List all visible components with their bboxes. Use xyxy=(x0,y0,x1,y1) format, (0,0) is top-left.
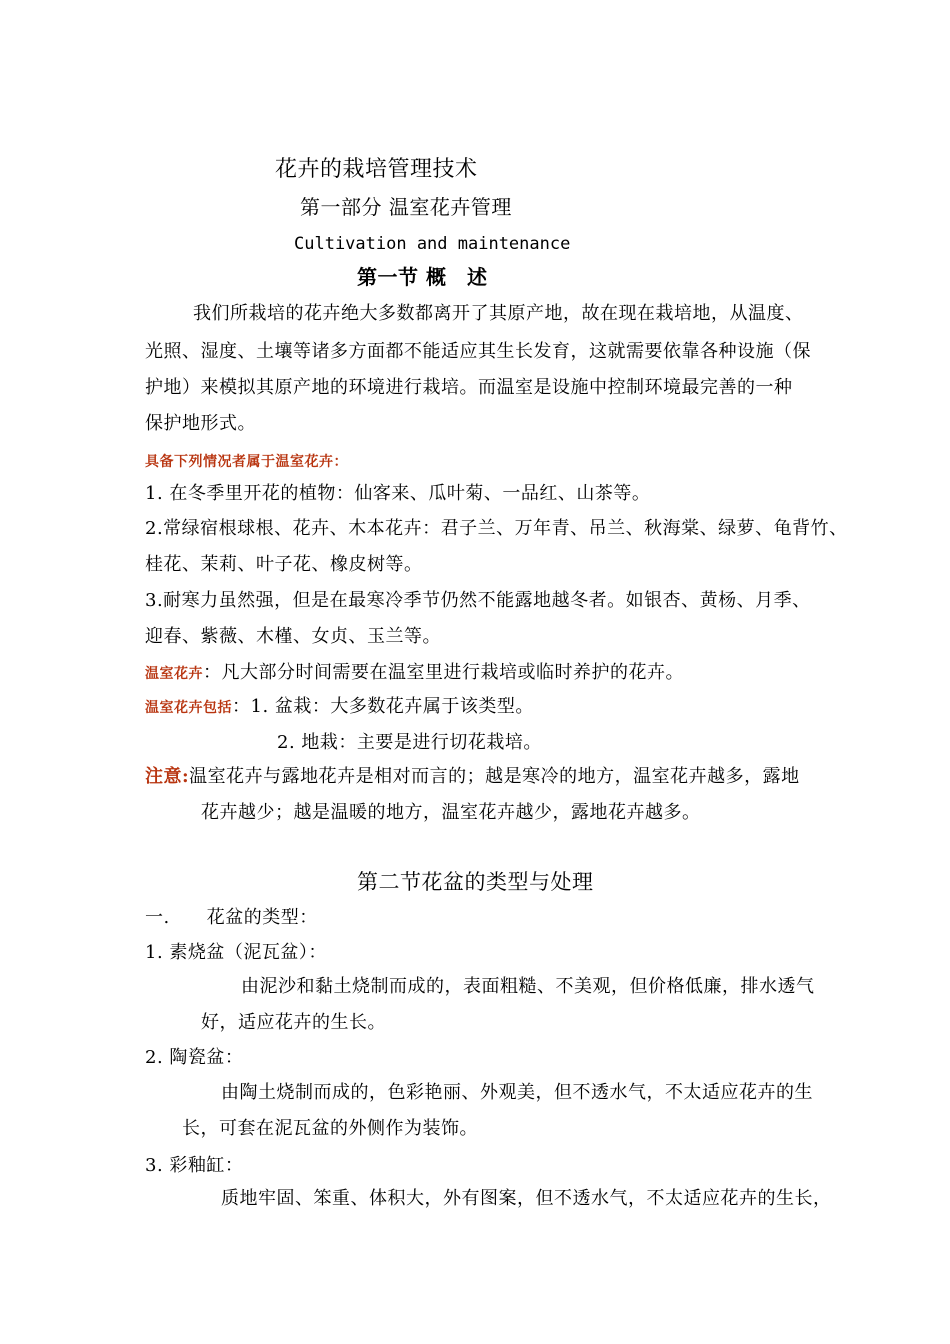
section1-heading: 第一节 概 述 xyxy=(357,265,488,289)
definition-label: 温室花卉 xyxy=(145,666,203,682)
criteria-item: 桂花、茉莉、叶子花、橡皮树等。 xyxy=(145,554,423,575)
document-title: 花卉的栽培管理技术 xyxy=(275,157,478,182)
definition-line xyxy=(145,661,684,686)
section2-heading: 第二节花盆的类型与处理 xyxy=(357,870,594,894)
pot-type-title: 2. 陶瓷盆： xyxy=(145,1047,244,1068)
pot-type-desc: 由陶土烧制而成的，色彩艳丽、外观美，但不透水气，不太适应花卉的生 xyxy=(221,1082,813,1103)
note-line xyxy=(145,765,800,789)
english-subtitle: Cultivation and maintenance xyxy=(294,234,571,254)
note-text-1: 温室花卉与露地花卉是相对而言的；越是寒冷的地方，温室花卉越多，露地 xyxy=(189,766,800,787)
includes-line xyxy=(145,695,534,720)
intro-line: 光照、湿度、土壤等诸多方面都不能适应其生长发育，这就需要依靠各种设施（保 xyxy=(145,341,811,362)
criteria-item: 迎春、紫薇、木槿、女贞、玉兰等。 xyxy=(145,626,441,647)
includes-item-1: ：1. 盆栽：大多数花卉属于该类型。 xyxy=(232,696,534,717)
definition-text: ：凡大部分时间需要在温室里进行栽培或临时养护的花卉。 xyxy=(203,662,684,683)
note-text-2: 花卉越少；越是温暖的地方，温室花卉越少，露地花卉越多。 xyxy=(201,802,701,823)
criteria-item: 3.耐寒力虽然强，但是在最寒冷季节仍然不能露地越冬者。如银杏、黄杨、月季、 xyxy=(145,590,811,611)
note-label: 注意: xyxy=(145,766,190,787)
includes-label: 温室花卉包括 xyxy=(145,700,232,716)
pot-type-title: 3. 彩釉缸： xyxy=(145,1155,244,1176)
pot-type-desc: 由泥沙和黏土烧制而成的，表面粗糙、不美观，但价格低廉，排水透气 xyxy=(241,976,815,997)
intro-line: 保护地形式。 xyxy=(145,413,256,434)
includes-item-2: 2. 地栽：主要是进行切花栽培。 xyxy=(277,732,542,753)
pot-type-desc: 质地牢固、笨重、体积大，外有图案，但不透水气，不太适应花卉的生长， xyxy=(221,1188,832,1209)
pot-type-desc: 长，可套在泥瓦盆的外侧作为装饰。 xyxy=(182,1118,478,1139)
pot-types-heading: 一. 花盆的类型： xyxy=(145,907,318,928)
intro-line: 护地）来模拟其原产地的环境进行栽培。而温室是设施中控制环境最完善的一种 xyxy=(145,377,793,398)
criteria-item: 2.常绿宿根球根、花卉、木本花卉：君子兰、万年青、吊兰、秋海棠、绿萝、龟背竹、 xyxy=(145,518,848,539)
pot-type-title: 1. 素烧盆（泥瓦盆）： xyxy=(145,942,327,963)
part-title: 第一部分 温室花卉管理 xyxy=(300,195,512,219)
intro-line: 我们所栽培的花卉绝大多数都离开了其原产地，故在现在栽培地，从温度、 xyxy=(193,303,804,324)
pot-type-desc: 好，适应花卉的生长。 xyxy=(201,1012,386,1033)
criteria-item: 1. 在冬季里开花的植物：仙客来、瓜叶菊、一品红、山茶等。 xyxy=(145,483,651,504)
criteria-label: 具备下列情况者属于温室花卉： xyxy=(145,454,348,470)
